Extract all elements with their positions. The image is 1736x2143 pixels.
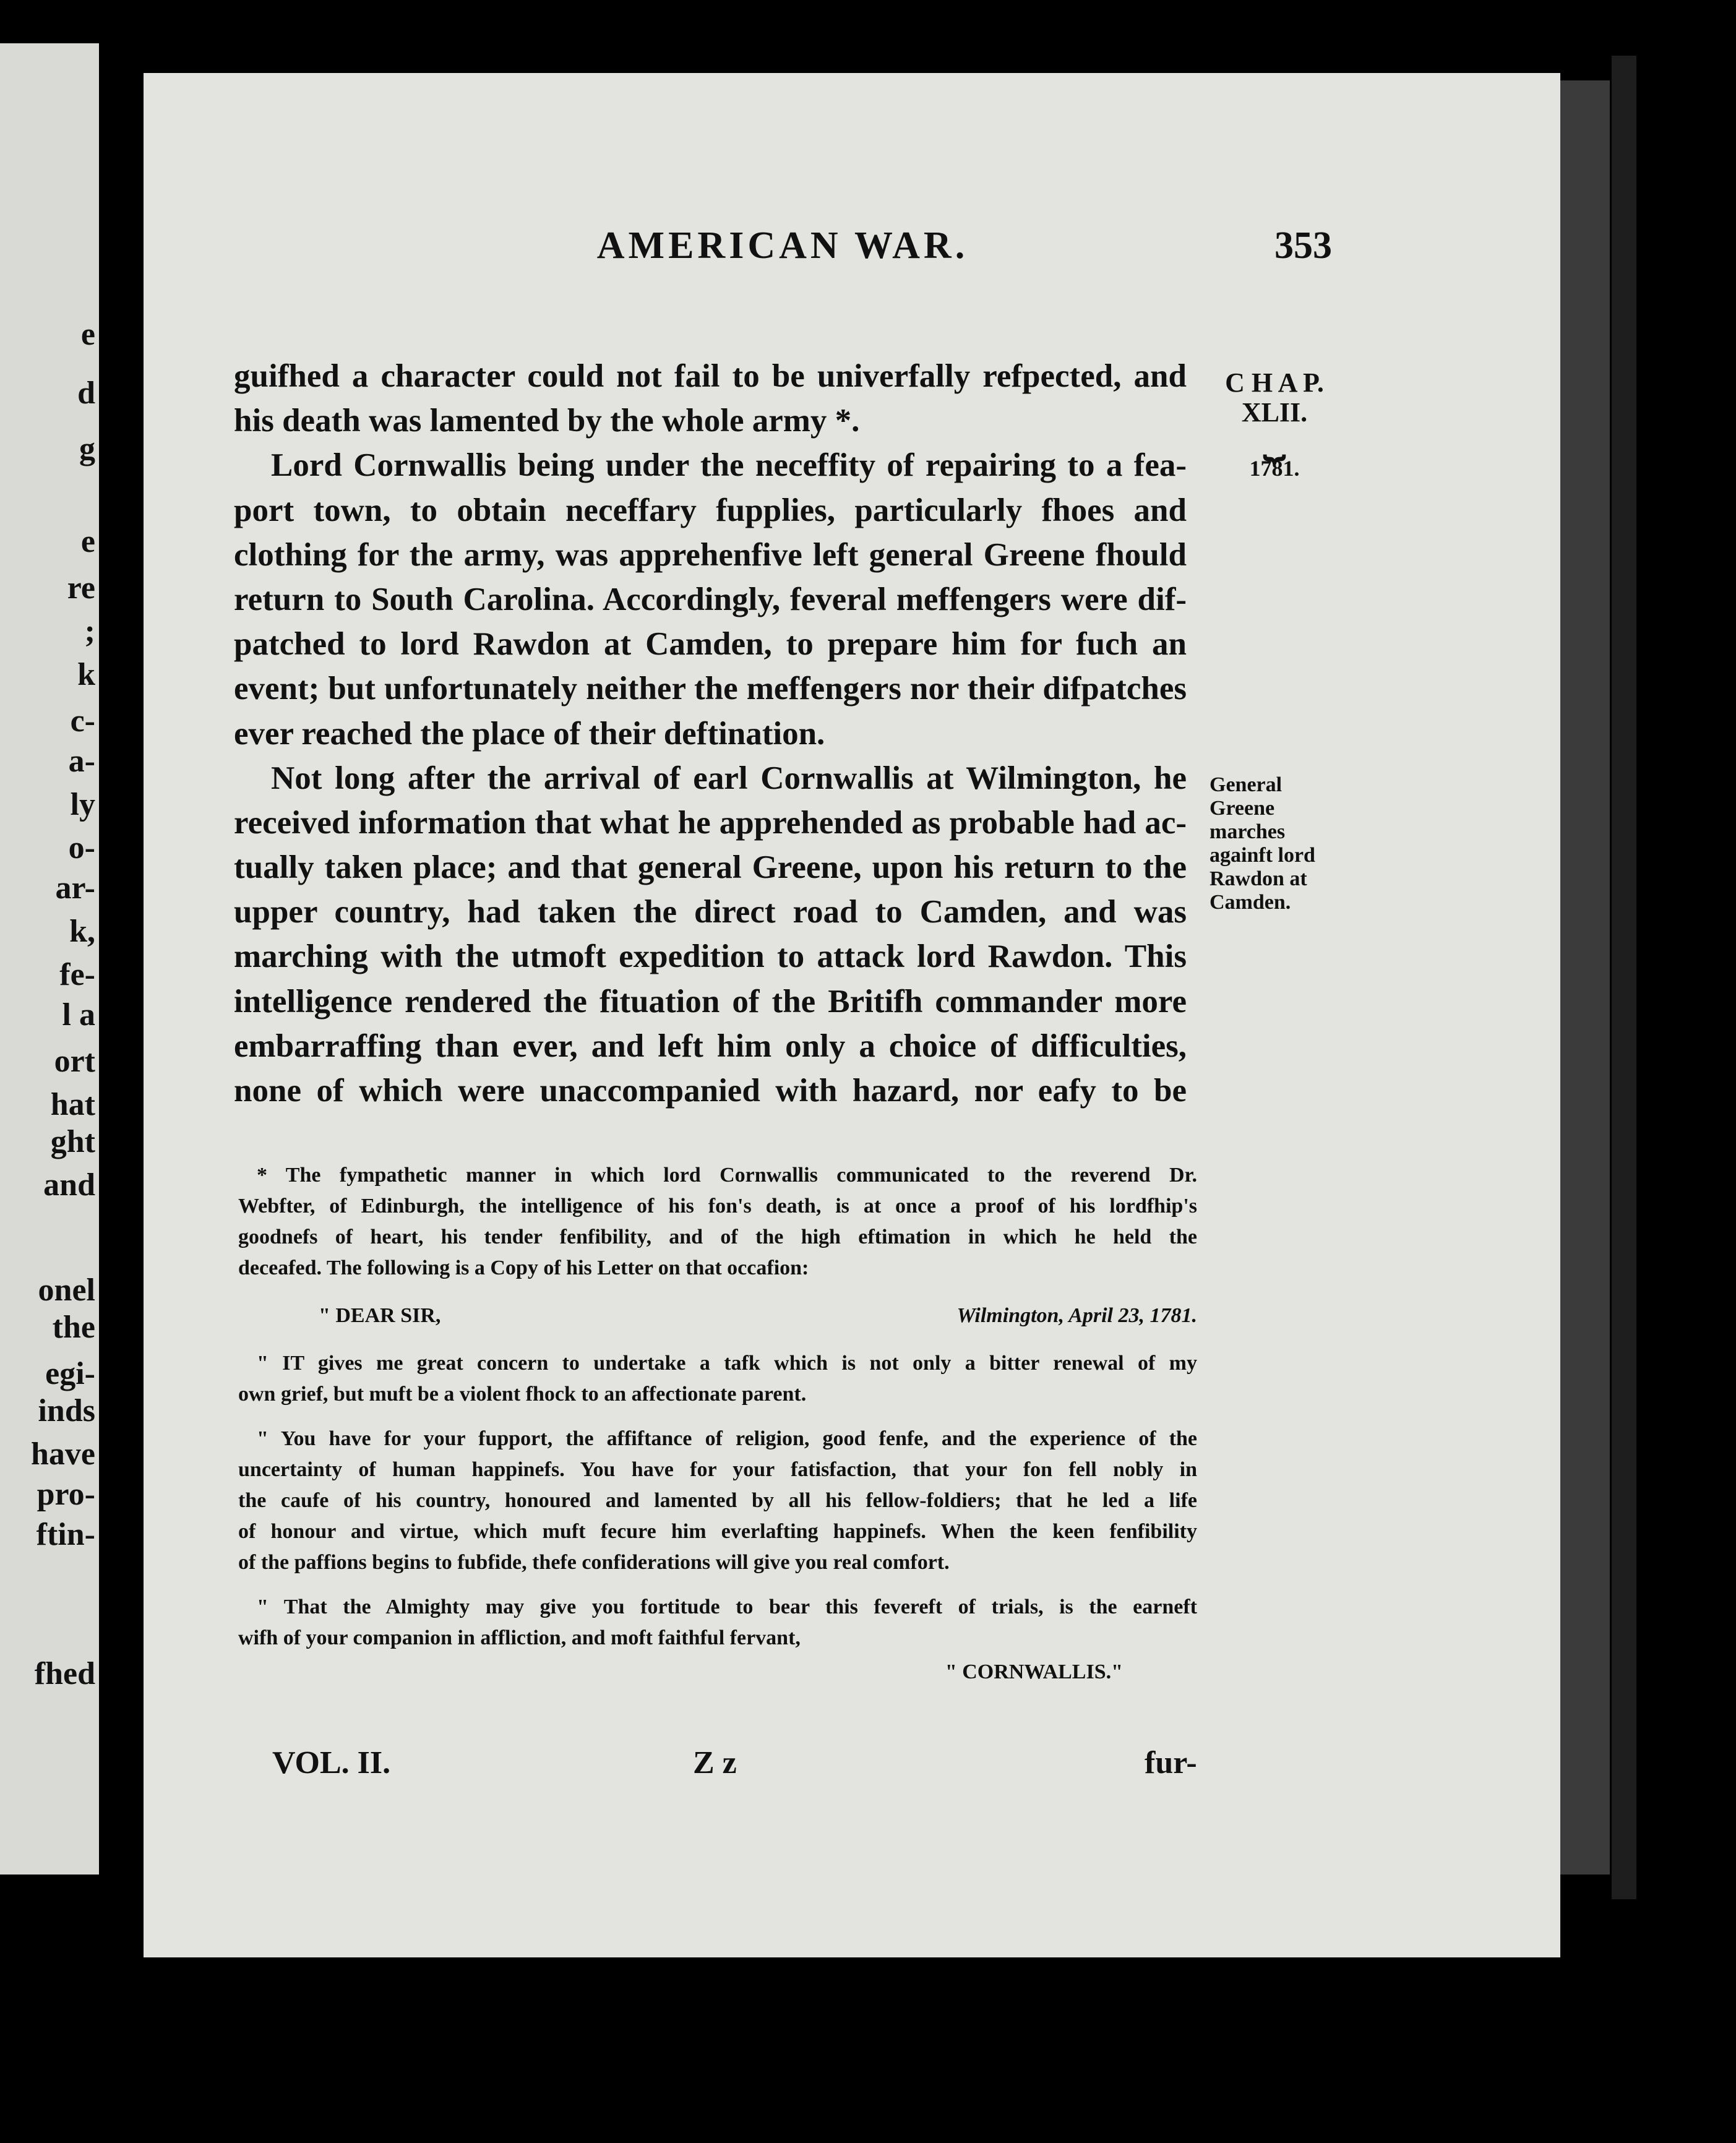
facing-page-fragment: the <box>52 1310 95 1345</box>
body-line: none of which were unaccompanied with hazard, nor eafy to be <box>234 1073 1187 1109</box>
body-line: port town, to obtain neceffary fupplies, particularly fhoes and <box>234 492 1187 528</box>
body-line: clothing for the army, was apprehenfive left general Greene fhould <box>234 536 1187 573</box>
page-edge-shadow <box>1560 80 1610 1875</box>
facing-page-fragment: have <box>31 1437 95 1472</box>
footnote-line: goodnefs of heart, his tender fenfibility, and of the high eftimation in which he held the <box>238 1226 1197 1248</box>
body-line: patched to lord Rawdon at Camden, to prepare him for fuch an <box>234 626 1187 663</box>
side-note-line: Greene <box>1210 797 1275 820</box>
facing-page-fragment: l a <box>62 997 95 1033</box>
footnote-line: the caufe of his country, honoured and lamented by all his fellow-foldiers; that he led a life <box>238 1489 1197 1512</box>
side-note-line: againft lord <box>1210 844 1315 867</box>
facing-page-fragment: pro- <box>37 1477 95 1512</box>
facing-page-fragment: ly <box>70 787 95 822</box>
footnote-line: wifh of your companion in affliction, and moft faithful fervant, <box>238 1626 801 1649</box>
facing-page-fragment: a- <box>68 744 95 779</box>
facing-page-fragment: egi- <box>45 1356 95 1391</box>
side-note-line: Camden. <box>1210 891 1291 914</box>
signature-mark: Z z <box>693 1745 737 1780</box>
facing-page-fragment: ar- <box>55 870 95 906</box>
facing-page-fragment: c- <box>70 703 95 739</box>
body-line: his death was lamented by the whole army *. <box>234 403 860 439</box>
chapter-label: C H A P. <box>1225 367 1324 398</box>
footnote-line: " You have for your fupport, the affiftance of religion, good fenfe, and the experience of the <box>257 1427 1197 1450</box>
facing-page-fragment: ftin- <box>36 1517 95 1552</box>
facing-page-fragment: fe- <box>59 957 95 992</box>
year-label: 1781. <box>1249 456 1300 481</box>
facing-page-fragment: and <box>43 1167 95 1203</box>
footnote-line: " IT gives me great concern to undertake a tafk which is not only a bitter renewal of my <box>257 1352 1197 1375</box>
footnote-line: of the paffions begins to fubfide, thefe confiderations will give you real comfort. <box>238 1551 950 1574</box>
chapter-marginal <box>1203 368 1346 483</box>
body-line: received information that what he apprehended as probable had ac- <box>234 804 1187 841</box>
book-edge <box>1612 56 1636 1899</box>
footnote-line: uncertainty of human happinefs. You have for your fatisfaction, that your fon fell nobly in <box>238 1458 1197 1481</box>
chapter-number: XLII. <box>1241 397 1308 427</box>
facing-page-fragment: inds <box>38 1393 95 1428</box>
body-line: intelligence rendered the fituation of the Britifh commander more <box>234 983 1187 1020</box>
side-note-line: marches <box>1210 820 1286 843</box>
salutation: " DEAR SIR, <box>319 1304 441 1327</box>
body-line: ever reached the place of their deftination. <box>234 715 825 752</box>
body-line: upper country, had taken the direct road to Camden, and was <box>234 894 1187 930</box>
body-line: return to South Carolina. Accordingly, feveral meffengers were dif- <box>234 581 1187 617</box>
footnote-line: " That the Almighty may give you fortitude to bear this fevereft of trials, is the earneft <box>257 1595 1197 1618</box>
dateline: Wilmington, April 23, 1781. <box>956 1304 1197 1327</box>
volume-label: VOL. II. <box>272 1745 391 1780</box>
running-head: AMERICAN WAR. <box>596 225 969 267</box>
footnote <box>238 1160 1197 1691</box>
facing-page-fragment: hat <box>50 1087 95 1122</box>
facing-page-fragment: ; <box>84 614 95 649</box>
facing-page-fragment: k, <box>69 914 95 949</box>
footnote-line: * The fympathetic manner in which lord Cornwallis communicated to the reverend Dr. <box>257 1164 1197 1187</box>
footnote-line: Webfter, of Edinburgh, the intelligence of his fon's death, is at once a proof of his lordfhip's <box>238 1195 1197 1218</box>
facing-page-fragment: ort <box>54 1044 95 1079</box>
side-note <box>1210 773 1346 914</box>
facing-page-fragment: d <box>77 376 95 411</box>
facing-page-fragment: fhed <box>34 1656 95 1691</box>
body-line: tually taken place; and that general Greene, upon his return to the <box>234 849 1187 886</box>
side-note-line: Rawdon at <box>1210 867 1307 890</box>
body-line: Not long after the arrival of earl Cornwallis at Wilmington, he <box>271 760 1187 796</box>
letter-signature: " CORNWALLIS." <box>945 1660 1123 1683</box>
body-line: embarraffing than ever, and left him only a choice of difficulties, <box>234 1028 1187 1064</box>
page-number: 353 <box>1274 225 1332 267</box>
facing-page-fragment: onel <box>38 1273 95 1308</box>
footnote-line: deceafed. The following is a Copy of his Letter on that occafion: <box>238 1256 809 1279</box>
facing-page-fragment: e <box>80 524 95 559</box>
catchword: fur- <box>1145 1745 1197 1780</box>
footnote-line: own grief, but muft be a violent fhock to an affectionate parent. <box>238 1383 807 1406</box>
footnote-line: of honour and virtue, which muft fecure him everlafting happinefs. When the keen fenfibility <box>238 1520 1197 1543</box>
body-line: marching with the utmoft expedition to attack lord Rawdon. This <box>234 938 1187 975</box>
letter-heading <box>238 1297 1197 1334</box>
facing-page-fragment: g <box>79 431 95 466</box>
body-line: guifhed a character could not fail to be univerfally refpected, and <box>234 358 1187 394</box>
facing-page-fragment: ght <box>50 1124 95 1159</box>
side-note-line: General <box>1210 773 1283 796</box>
facing-page-fragment: e <box>80 317 95 352</box>
facing-page-fragment: o- <box>68 830 95 865</box>
body-line: Lord Cornwallis being under the neceffity of repairing to a fea- <box>271 447 1187 484</box>
facing-page-edge <box>0 43 99 1875</box>
facing-page-fragment: k <box>77 657 95 692</box>
brace-ornament: ⏟ <box>1263 419 1286 460</box>
facing-page-fragment: re <box>67 570 95 606</box>
body-text <box>234 354 1187 1113</box>
body-line: event; but unfortunately neither the meffengers nor their difpatches <box>234 671 1187 707</box>
